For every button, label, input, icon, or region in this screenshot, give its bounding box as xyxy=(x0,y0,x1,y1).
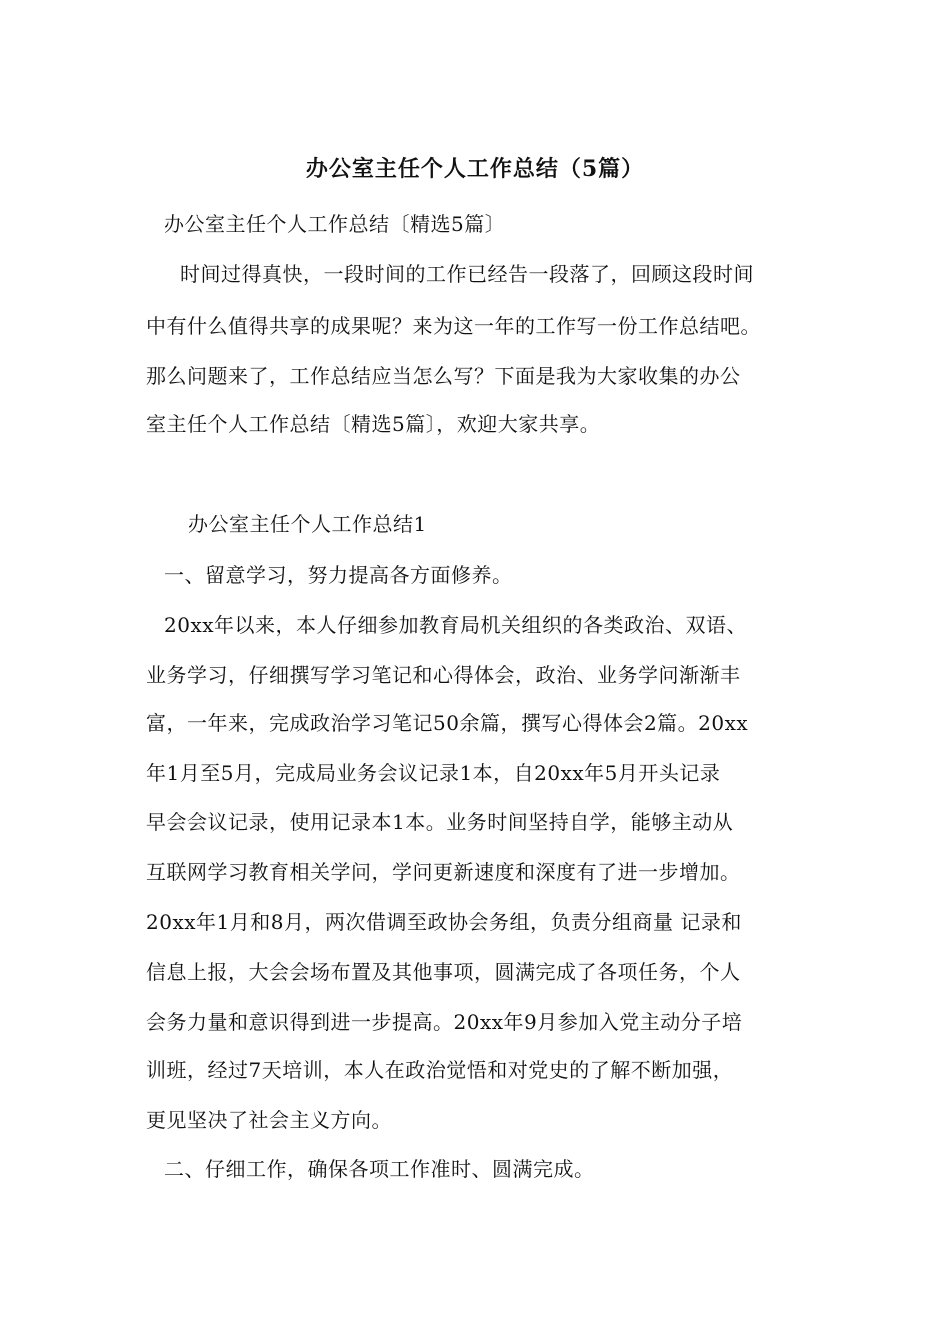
body-line-3: 富，一年来，完成政治学习笔记50余篇，撰写心得体会2篇。20xx xyxy=(146,711,749,735)
body-line-4: 年1月至5月，完成局业务会议记录1本，自20xx年5月开头记录 xyxy=(146,761,721,785)
body-line-7: 20xx年1月和8月，两次借调至政协会务组，负责分组商量 记录和 xyxy=(146,910,742,934)
intro-line-4: 室主任个人工作总结〔精选5篇〕，欢迎大家共享。 xyxy=(146,412,601,436)
intro-line-1: 时间过得真快，一段时间的工作已经告一段落了，回顾这段时间 xyxy=(180,262,754,286)
body-line-6: 互联网学习教育相关学问，学问更新速度和深度有了进一步增加。 xyxy=(146,860,741,884)
heading-one: 一、留意学习，努力提高各方面修养。 xyxy=(164,563,513,587)
intro-line-3: 那么问题来了，工作总结应当怎么写？下面是我为大家收集的办公 xyxy=(146,364,741,388)
document-subtitle: 办公室主任个人工作总结〔精选5篇〕 xyxy=(164,212,506,236)
body-line-1: 20xx年以来，本人仔细参加教育局机关组织的各类政治、双语、 xyxy=(164,613,748,637)
body-line-5: 早会会议记录，使用记录本1本。业务时间坚持自学，能够主动从 xyxy=(146,810,734,834)
body-line-2: 业务学习，仔细撰写学习笔记和心得体会，政治、业务学问渐渐丰 xyxy=(146,663,741,687)
heading-two: 二、仔细工作，确保各项工作准时、圆满完成。 xyxy=(164,1157,595,1181)
document-title: 办公室主任个人工作总结（5篇） xyxy=(305,156,645,182)
body-line-11: 更见坚决了社会主义方向。 xyxy=(146,1108,392,1132)
body-line-9: 会务力量和意识得到进一步提高。20xx年9月参加入党主动分子培 xyxy=(146,1010,743,1034)
body-line-8: 信息上报，大会会场布置及其他事项，圆满完成了各项任务，个人 xyxy=(146,960,741,984)
section-heading: 办公室主任个人工作总结1 xyxy=(188,512,427,536)
body-line-10: 训班，经过7天培训，本人在政治觉悟和对党史的了解不断加强， xyxy=(146,1058,734,1082)
intro-line-2: 中有什么值得共享的成果呢？来为这一年的工作写一份工作总结吧。 xyxy=(146,314,761,338)
